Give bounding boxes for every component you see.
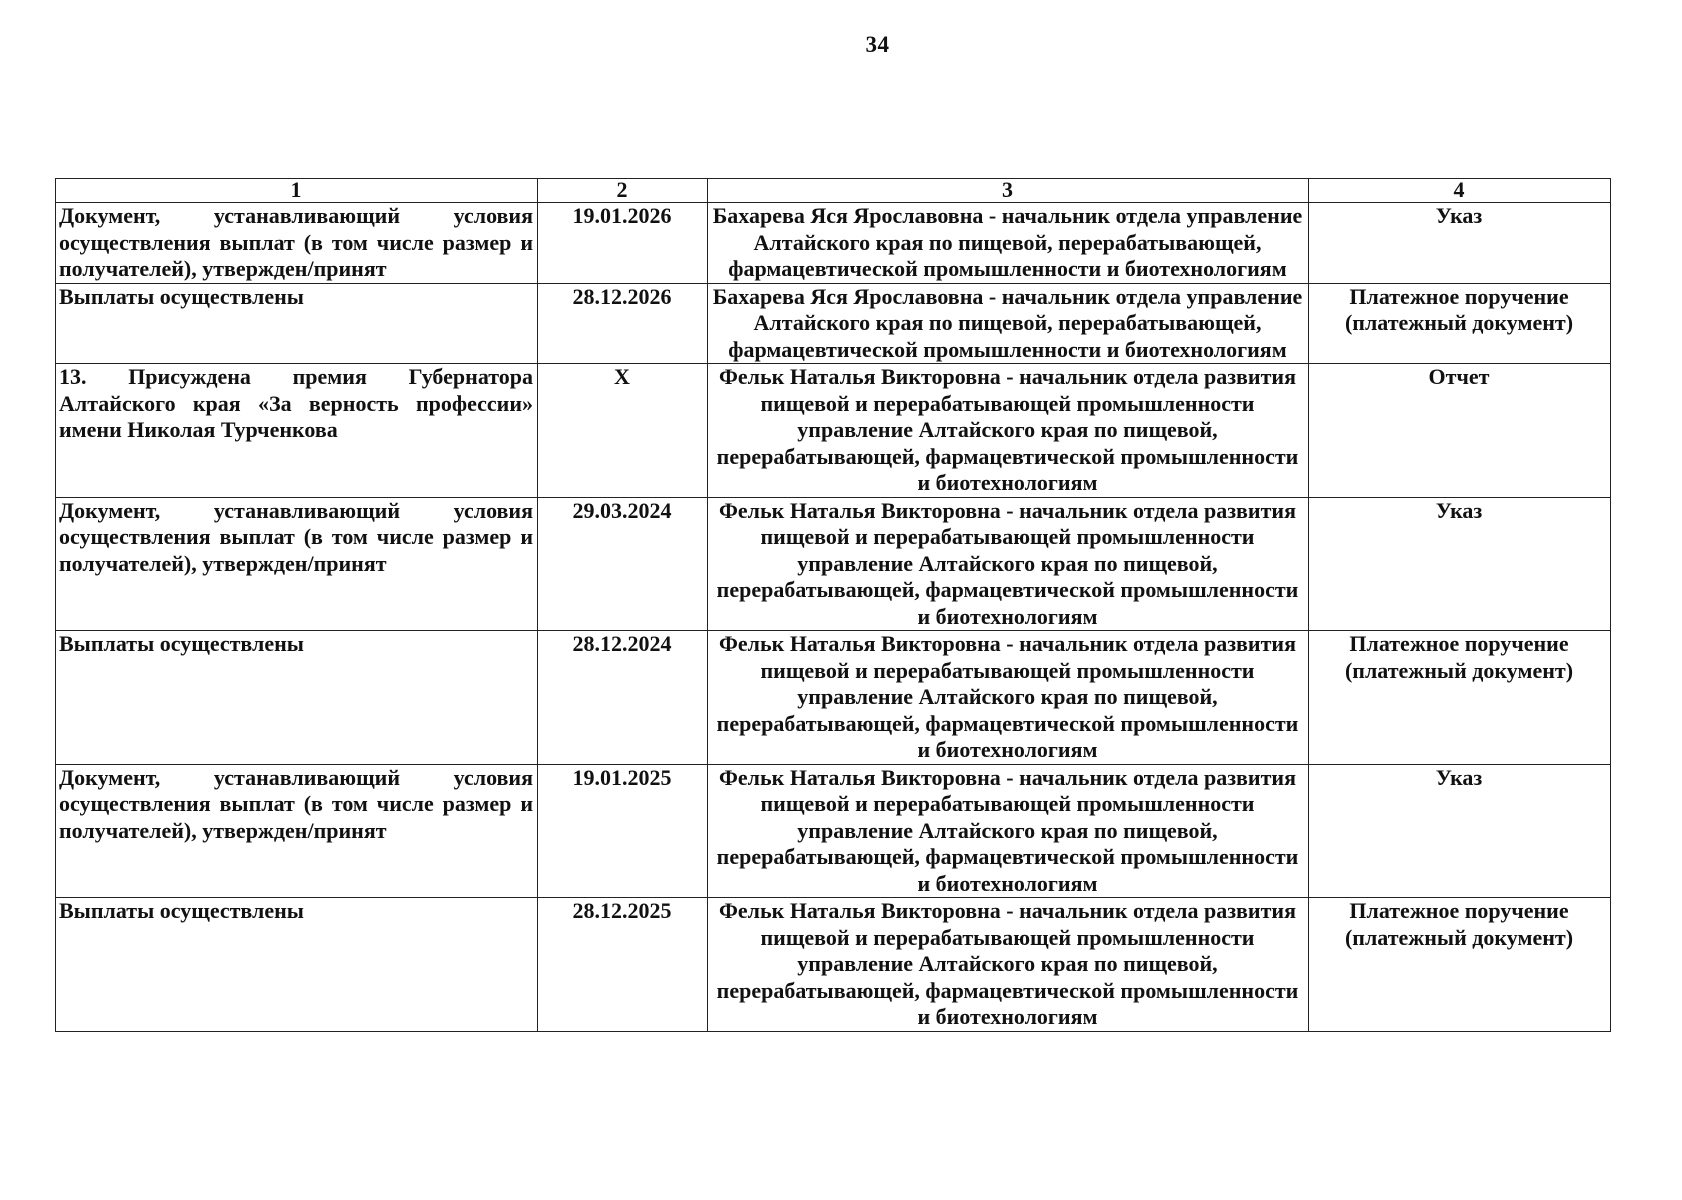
responsible-cell: Бахарева Яся Ярославовна - начальник отдела управление Алтайского края по пищевой, перерабатывающей, фармацевтической промышленности и биотехнологиям [708,203,1309,284]
document-type-cell: Указ [1309,497,1611,631]
document-type-cell: Платежное поручение (платежный документ) [1309,631,1611,765]
date-cell: 28.12.2024 [538,631,708,765]
table-row [56,203,1611,284]
table-row [56,898,1611,1032]
document-type-cell: Платежное поручение (платежный документ) [1309,283,1611,364]
table-row [56,364,1611,498]
table-row [56,764,1611,898]
implementation-table [55,178,1611,1032]
date-cell: 28.12.2025 [538,898,708,1032]
control-point-cell: Документ, устанавливающий условия осуществления выплат (в том числе размер и получателей), утвержден/принят [56,203,538,284]
date-cell: 19.01.2025 [538,764,708,898]
date-cell: Х [538,364,708,498]
column-header-3: 3 [708,179,1309,203]
column-header-4: 4 [1309,179,1611,203]
control-point-cell: 13. Присуждена премия Губернатора Алтайского края «За верность профессии» имени Николая Турченкова [56,364,538,498]
control-point-cell: Выплаты осуществлены [56,898,538,1032]
page-number: 34 [865,32,890,57]
date-cell: 29.03.2024 [538,497,708,631]
responsible-cell: Фельк Наталья Викторовна - начальник отдела развития пищевой и перерабатывающей промышленности управление Алтайского края по пищевой, перерабатывающей, фармацевтической промышленности и биотехнологиям [708,364,1309,498]
document-type-cell: Указ [1309,764,1611,898]
date-cell: 28.12.2026 [538,283,708,364]
control-point-cell: Документ, устанавливающий условия осуществления выплат (в том числе размер и получателей), утвержден/принят [56,764,538,898]
responsible-cell: Фельк Наталья Викторовна - начальник отдела развития пищевой и перерабатывающей промышленности управление Алтайского края по пищевой, перерабатывающей, фармацевтической промышленности и биотехнологиям [708,898,1309,1032]
table-row [56,631,1611,765]
table-row [56,283,1611,364]
document-type-cell: Указ [1309,203,1611,284]
responsible-cell: Фельк Наталья Викторовна - начальник отдела развития пищевой и перерабатывающей промышленности управление Алтайского края по пищевой, перерабатывающей, фармацевтической промышленности и биотехнологиям [708,631,1309,765]
document-type-cell: Платежное поручение (платежный документ) [1309,898,1611,1032]
column-header-1: 1 [56,179,538,203]
table-header-row [56,179,1611,203]
date-cell: 19.01.2026 [538,203,708,284]
table-row [56,497,1611,631]
control-point-cell: Выплаты осуществлены [56,631,538,765]
document-type-cell: Отчет [1309,364,1611,498]
column-header-2: 2 [538,179,708,203]
responsible-cell: Фельк Наталья Викторовна - начальник отдела развития пищевой и перерабатывающей промышленности управление Алтайского края по пищевой, перерабатывающей, фармацевтической промышленности и биотехнологиям [708,764,1309,898]
responsible-cell: Фельк Наталья Викторовна - начальник отдела развития пищевой и перерабатывающей промышленности управление Алтайского края по пищевой, перерабатывающей, фармацевтической промышленности и биотехнологиям [708,497,1309,631]
responsible-cell: Бахарева Яся Ярославовна - начальник отдела управление Алтайского края по пищевой, перерабатывающей, фармацевтической промышленности и биотехнологиям [708,283,1309,364]
control-point-cell: Выплаты осуществлены [56,283,538,364]
control-point-cell: Документ, устанавливающий условия осуществления выплат (в том числе размер и получателей), утвержден/принят [56,497,538,631]
